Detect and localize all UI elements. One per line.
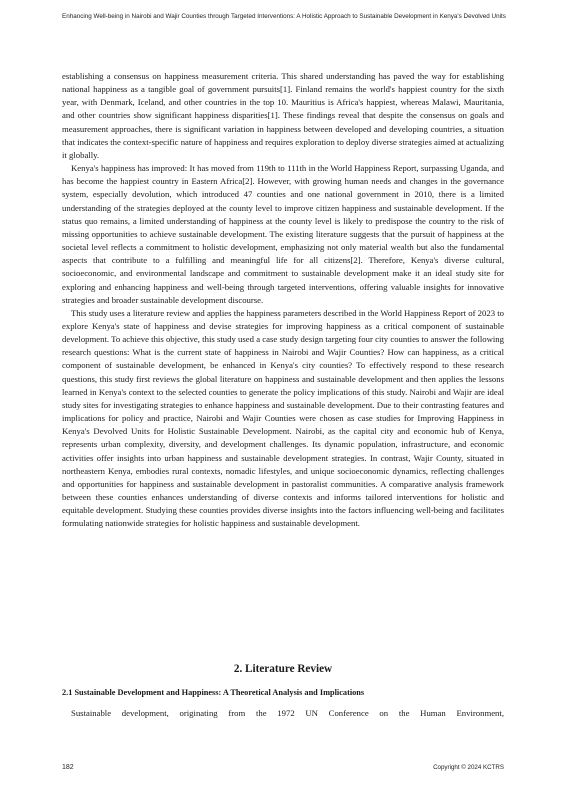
paragraph-kenya-happiness: Kenya's happiness has improved: It has moved from 119th to 111th in the World Happiness Report, surpassing Uganda, and has become the happiest country in Eastern Africa[2]. However, with growing human needs and changes in the governance system, especially devolution, which introduced 47 counties and one national government in 2010, there is a limited understanding of the strategies deployed at the county level to improve citizen happiness and sustainable development. If the status quo remains, a limited understanding of happiness at the county level is likely to predispose the country to the risk of missing opportunities to achieve sustainable development. The existing literature suggests that the pursuit of happiness at the societal level reflects a commitment to holistic development, emphasizing not only material wealth but also the fundamental aspects that contribute to a fulfilling and meaningful life for all citizens[2]. Therefore, Kenya's diverse cultural, socioeconomic, and environmental landscape and commitment to sustainable development make it an ideal study site for exploring and enhancing happiness and well-being through targeted interventions, offering valuable insights for innovative strategies and broader sustainable development discourse. [62, 163, 504, 305]
paragraph-sustainable-development: Sustainable development, originating from the 1972 UN Conference on the Human Environment, [71, 708, 504, 718]
copyright-notice: Copyright © 2024 KCTRS [433, 764, 504, 771]
running-header: Enhancing Well-being in Nairobi and Wajir Counties through Targeted Interventions: A Holistic Approach to Sustainable Development in Kenya's Devolved Units [62, 13, 506, 20]
article-body [62, 70, 504, 530]
section-heading-literature-review: 2. Literature Review [233, 663, 333, 675]
page-number: 182 [62, 764, 74, 771]
paragraph-happiness-consensus: establishing a consensus on happiness measurement criteria. This shared understanding has paved the way for establishing national happiness as a tangible goal of government pursuits[1]. Finland remains the world's happiest country for the sixth year, with Denmark, Iceland, and other countries in the top 10. Mauritius is Africa's happiest, whereas Malawi, Mauritania, and other countries show significant happiness disparities[1]. These findings reveal that despite the consensus on goals and measurement approaches, there is significant variation in happiness between developed and developing countries, a situation that indicates the context-specific nature of happiness and requires exploration to deploy diverse strategies aimed at actualizing it globally. [62, 71, 504, 160]
paragraph-study-design: This study uses a literature review and applies the happiness parameters described in the World Happiness Report of 2023 to explore Kenya's state of happiness and devise strategies for improving happiness as a critical component of sustainable development. To achieve this objective, this study used a case study design targeting four city counties to answer the following research questions: What is the current state of happiness in Nairobi and Wajir Counties? How can happiness, as a critical component of sustainable development, be enhanced in Kenya's city counties? To effectively respond to these research questions, this study first reviews the global literature on happiness and sustainable development and then applies the lessons learned in Kenya's context to the selected counties to generate the policy implications of this study. Nairobi and Wajir are ideal study sites for investigating strategies to enhance happiness and sustainable development. Due to their contrasting features and implications for policy and practice, Nairobi and Wajir Counties were chosen as case studies for Improving Happiness in Kenya's Devolved Units for Holistic Sustainable Development. Nairobi, as the capital city and economic hub of Kenya, represents urban complexity, diversity, and development challenges. Its dynamic population, infrastructure, and economic activities offer insights into urban happiness and sustainable development strategies. In contrast, Wajir County, situated in northeastern Kenya, embodies rural contexts, nomadic lifestyles, and unique socioeconomic dynamics, reflecting challenges and opportunities for happiness and sustainable development in pastoralist communities. A comparative analysis framework between these counties enhances understanding of diverse contexts and informs tailored interventions for holistic and equitable development. Studying these counties provides diverse insights into the factors influencing well-being and facilitates formulating nationwide strategies for holistic happiness and sustainable development. [62, 307, 504, 529]
subsection-heading: 2.1 Sustainable Development and Happiness: A Theoretical Analysis and Implications [62, 688, 365, 697]
